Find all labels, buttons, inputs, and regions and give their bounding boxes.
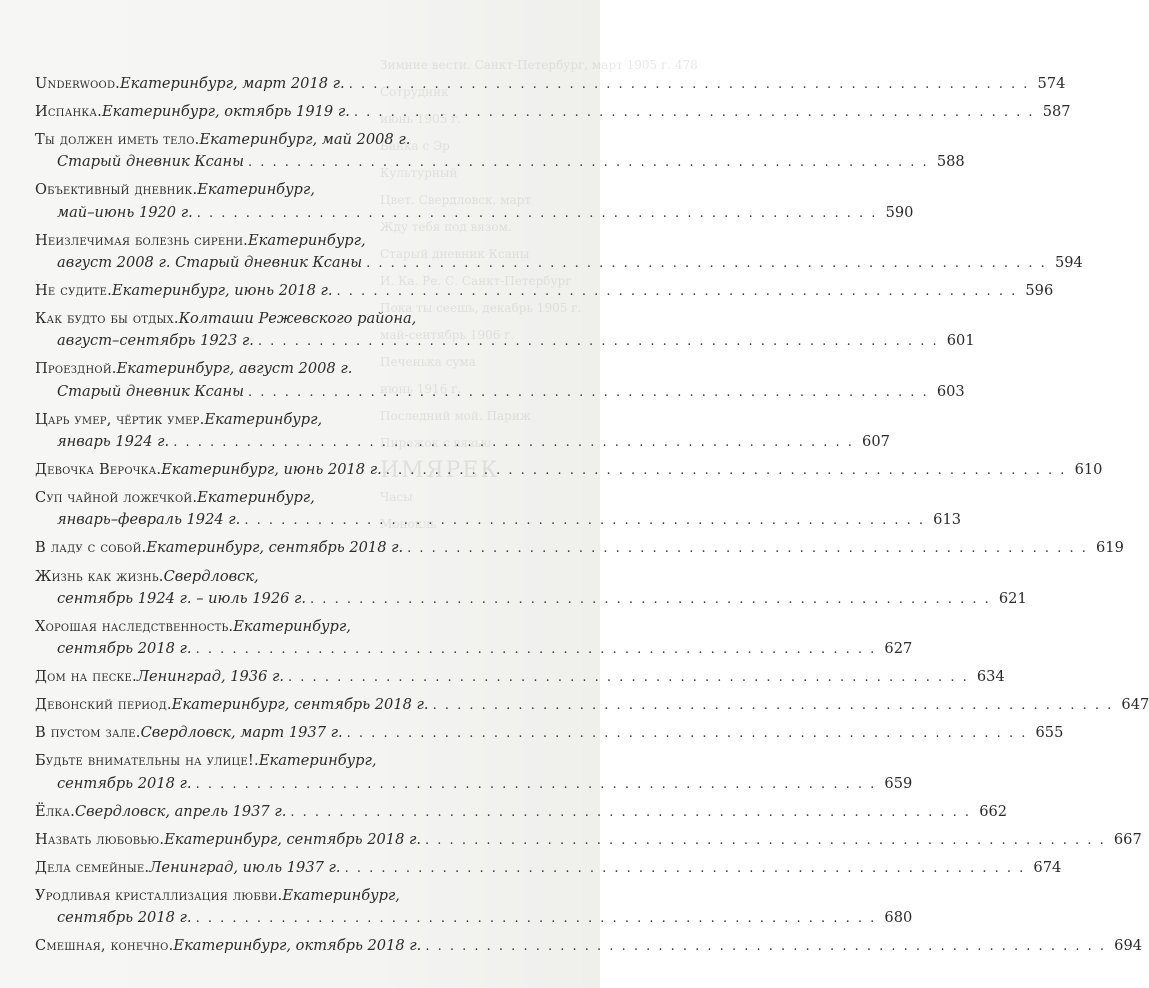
chapter-title: Уродливая кристаллизация любви . — [35, 885, 282, 907]
toc-entry — [35, 566, 1027, 611]
chapter-place: Свердловск, апрель 1937 г. — [74, 802, 287, 820]
toc-entry — [35, 935, 1143, 958]
chapter-place: Екатеринбург, — [204, 410, 323, 428]
page-number: 574 — [1037, 75, 1066, 92]
chapter-place: Екатеринбург, — [197, 489, 315, 507]
toc-entry — [35, 666, 1005, 689]
toc-entry — [35, 829, 1142, 852]
chapter-title: Ты должен иметь тело . — [35, 129, 199, 151]
chapter-title: Смешная, конечно . — [35, 935, 173, 957]
chapter-title: Девочка Верочка . — [35, 459, 161, 481]
leader-dots — [248, 152, 929, 174]
chapter-place: Екатеринбург, — [233, 617, 351, 635]
chapter-place: Екатеринбург, сентябрь 2018 г. — [164, 830, 422, 848]
chapter-place: Екатеринбург, октябрь 2018 г. — [173, 937, 422, 955]
page-number: 655 — [1035, 724, 1064, 742]
page-number: 588 — [936, 153, 965, 171]
page-number: 667 — [1113, 830, 1142, 848]
toc-entry — [35, 280, 1054, 303]
toc-entry — [35, 73, 1066, 96]
leader-dots — [310, 589, 991, 611]
page-number: 594 — [1054, 253, 1083, 271]
chapter-title: Хорошая наследственность . — [35, 616, 233, 638]
chapter-place: Екатеринбург, март 2018 г. — [120, 75, 345, 92]
show-through-text: Зимние вести. Санкт-Петербург, март 1905 г. 478 Сотрудник июнь 1905 г. Банка с Эр Культурный Цвет. Свердловск, март Жду тебя под вязом. Старый дневник Ксаны И. Ка. Ре. С. Санкт-Петербург Пока ты сеешь, декабрь 1905 г. май-сентябрь 1906 г. Печенька сума июнь 1916 г. Последний мой. Париж Пирожок с вязью ИМЯРЕК Часы Монокль — [380, 58, 698, 531]
page-number: 694 — [1114, 937, 1143, 955]
chapter-title: Девонский период . — [35, 694, 172, 716]
chapter-place: Екатеринбург, октябрь 1919 г. — [101, 103, 350, 121]
chapter-place-cont: май–июнь 1920 г. — [57, 203, 193, 221]
page-number: 587 — [1042, 103, 1071, 121]
leader-dots — [345, 858, 1026, 880]
toc-entry — [35, 308, 975, 353]
toc-entry — [35, 857, 1062, 880]
leader-dots — [290, 802, 971, 824]
toc-entry — [35, 750, 913, 795]
leader-dots — [354, 102, 1035, 124]
chapter-title: В пустом зале . — [35, 722, 141, 744]
chapter-title: Ёлка . — [35, 801, 75, 823]
chapter-place: Екатеринбург, июнь 2018 г. — [161, 461, 382, 479]
toc-entry — [35, 487, 962, 532]
chapter-place: Ленинград, 1936 г. — [136, 668, 285, 686]
chapter-place-cont: август–сентябрь 1923 г. — [57, 332, 254, 350]
page-number: 627 — [884, 640, 913, 658]
chapter-place: Екатеринбург, август 2008 г. — [116, 360, 353, 378]
chapter-place: Свердловск, март 1937 г. — [140, 724, 343, 742]
toc-entry — [35, 358, 965, 403]
toc-entry — [35, 801, 1008, 824]
page-number: 680 — [884, 909, 913, 927]
chapter-place-cont: сентябрь 2018 г. — [57, 774, 192, 792]
chapter-place-cont: январь 1924 г. — [57, 432, 170, 450]
chapter-title: В ладу с собой . — [35, 537, 146, 559]
chapter-place: Екатеринбург, сентябрь 2018 г. — [146, 539, 404, 557]
toc-entry — [35, 179, 914, 224]
chapter-place-cont: Старый дневник Ксаны — [57, 153, 244, 171]
toc-entry — [35, 537, 1124, 560]
page-number: 590 — [885, 203, 914, 221]
leader-dots — [248, 382, 929, 404]
chapter-title: Будьте внимательны на улице! . — [35, 750, 259, 772]
leader-dots — [196, 639, 877, 661]
chapter-place-cont: январь–февраль 1924 г. — [57, 511, 241, 529]
chapter-place: Екатеринбург, — [258, 752, 377, 770]
chapter-place: Екатеринбург, сентябрь 2018 г. — [171, 696, 429, 714]
toc-entry — [35, 409, 890, 454]
chapter-place-cont: август 2008 г. Старый дневник Ксаны — [57, 253, 363, 271]
chapter-title: Испанка . — [35, 101, 102, 123]
chapter-place: Ленинград, июль 1937 г. — [149, 858, 341, 876]
chapter-place: Колташи Режевского района, — [178, 310, 417, 328]
page-number: 596 — [1025, 282, 1054, 300]
leader-dots — [337, 281, 1018, 303]
leader-dots — [197, 203, 878, 225]
leader-dots — [244, 510, 925, 532]
toc-entry — [35, 230, 1083, 275]
leader-dots — [288, 667, 969, 689]
chapter-place-cont: сентябрь 2018 г. — [57, 909, 192, 927]
toc-entry — [35, 129, 965, 174]
page-number: 634 — [976, 668, 1005, 686]
chapter-title: Объективный дневник . — [35, 179, 197, 201]
toc-entry — [35, 101, 1071, 124]
page-number: 647 — [1121, 696, 1149, 714]
chapter-title: Царь умер, чёртик умер . — [35, 409, 204, 431]
chapter-title: Как будто бы отдых . — [35, 308, 179, 330]
page-number: 613 — [933, 511, 962, 529]
chapter-place: Екатеринбург, июнь 2018 г. — [112, 282, 333, 300]
chapter-place: Екатеринбург, — [248, 231, 366, 249]
leader-dots — [425, 936, 1106, 958]
chapter-title: Дела семейные . — [35, 857, 149, 879]
page-number: 610 — [1074, 461, 1103, 479]
chapter-title: Дом на песке . — [35, 666, 137, 688]
toc-entry — [35, 694, 1149, 717]
chapter-title: Суп чайной ложечкой . — [35, 487, 197, 509]
chapter-title: Не судите . — [35, 280, 112, 302]
page-number: 659 — [884, 774, 913, 792]
leader-dots — [173, 432, 854, 454]
page-number: 601 — [946, 332, 975, 350]
leader-dots — [407, 538, 1088, 560]
page-number: 603 — [936, 382, 965, 400]
chapter-place: Екатеринбург, — [197, 181, 315, 199]
chapter-place-cont: сентябрь 1924 г. – июль 1926 г. — [57, 589, 307, 607]
chapter-title: Проездной . — [35, 358, 117, 380]
page-number: 621 — [998, 589, 1027, 607]
chapter-place: Екатеринбург, май 2008 г. — [199, 131, 411, 149]
page-number: 607 — [862, 432, 890, 450]
chapter-title: Назвать любовью . — [35, 829, 164, 851]
leader-dots — [347, 723, 1028, 745]
chapter-place: Екатеринбург, — [282, 887, 400, 904]
chapter-place-cont: сентябрь 2018 г. — [57, 640, 192, 658]
leader-dots — [196, 908, 877, 930]
page-number: 619 — [1096, 539, 1124, 557]
leader-dots — [425, 830, 1106, 852]
leader-dots — [196, 774, 877, 796]
chapter-place: Свердловск, — [163, 567, 259, 585]
chapter-place-cont: Старый дневник Ксаны — [57, 382, 244, 400]
leader-dots — [349, 74, 1030, 96]
leader-dots — [366, 253, 1047, 275]
leader-dots — [386, 460, 1067, 482]
leader-dots — [258, 331, 939, 353]
toc-entry — [35, 459, 1103, 482]
toc-entry — [35, 616, 913, 661]
toc-entry — [35, 885, 913, 930]
chapter-title: Жизнь как жизнь . — [35, 566, 164, 588]
page-number: 674 — [1033, 858, 1062, 876]
page-number: 662 — [979, 802, 1008, 820]
chapter-title: Underwood . — [35, 73, 120, 95]
chapter-title: Неизлечимая болезнь сирени . — [35, 230, 248, 252]
leader-dots — [433, 695, 1114, 717]
toc-entry — [35, 722, 1064, 745]
